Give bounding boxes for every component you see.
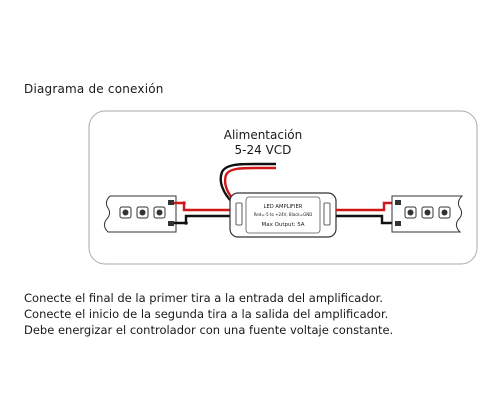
amplifier-right-connector <box>324 203 330 225</box>
page-title: Diagrama de conexión <box>24 82 164 96</box>
left-solder-red <box>182 201 186 205</box>
amplifier-spec-line: Red=-5 to +24V, Black=GND <box>253 212 313 217</box>
left-wire-black <box>174 216 232 223</box>
amplifier-title: LED AMPLIFIER <box>263 204 303 210</box>
power-label-line2: 5-24 VCD <box>234 143 292 157</box>
led-amplifier <box>230 193 336 237</box>
left-strip-pad-top <box>168 200 174 205</box>
instruction-line-2: Conecte el inicio de la segunda tira a la salida del amplificador. <box>24 307 389 321</box>
left-strip-led-2 <box>137 207 148 218</box>
left-strip-pad-bottom <box>168 221 174 226</box>
amplifier-left-connector <box>236 203 242 225</box>
power-label-line1: Alimentación <box>223 128 303 142</box>
right-strip-led-1 <box>405 207 416 218</box>
right-led-strip <box>392 196 462 232</box>
right-strip-pad-bottom <box>395 221 401 226</box>
right-strip-led-3 <box>439 207 450 218</box>
instruction-line-3: Debe energizar el controlador con una fuente voltaje constante. <box>24 323 394 337</box>
left-led-strip <box>104 196 176 232</box>
left-solder-black <box>184 221 188 225</box>
right-wire-black <box>336 216 394 223</box>
amplifier-output-line: Max Output: 5A <box>261 222 305 228</box>
left-strip-led-3 <box>154 207 165 218</box>
right-strip-pad-top <box>395 200 401 205</box>
right-strip-led-2 <box>422 207 433 218</box>
left-strip-led-1 <box>120 207 131 218</box>
instructions <box>24 290 393 338</box>
right-wire-red <box>336 203 394 210</box>
instruction-line-1: Conecte el final de la primer tira a la entrada del amplificador. <box>24 291 383 305</box>
